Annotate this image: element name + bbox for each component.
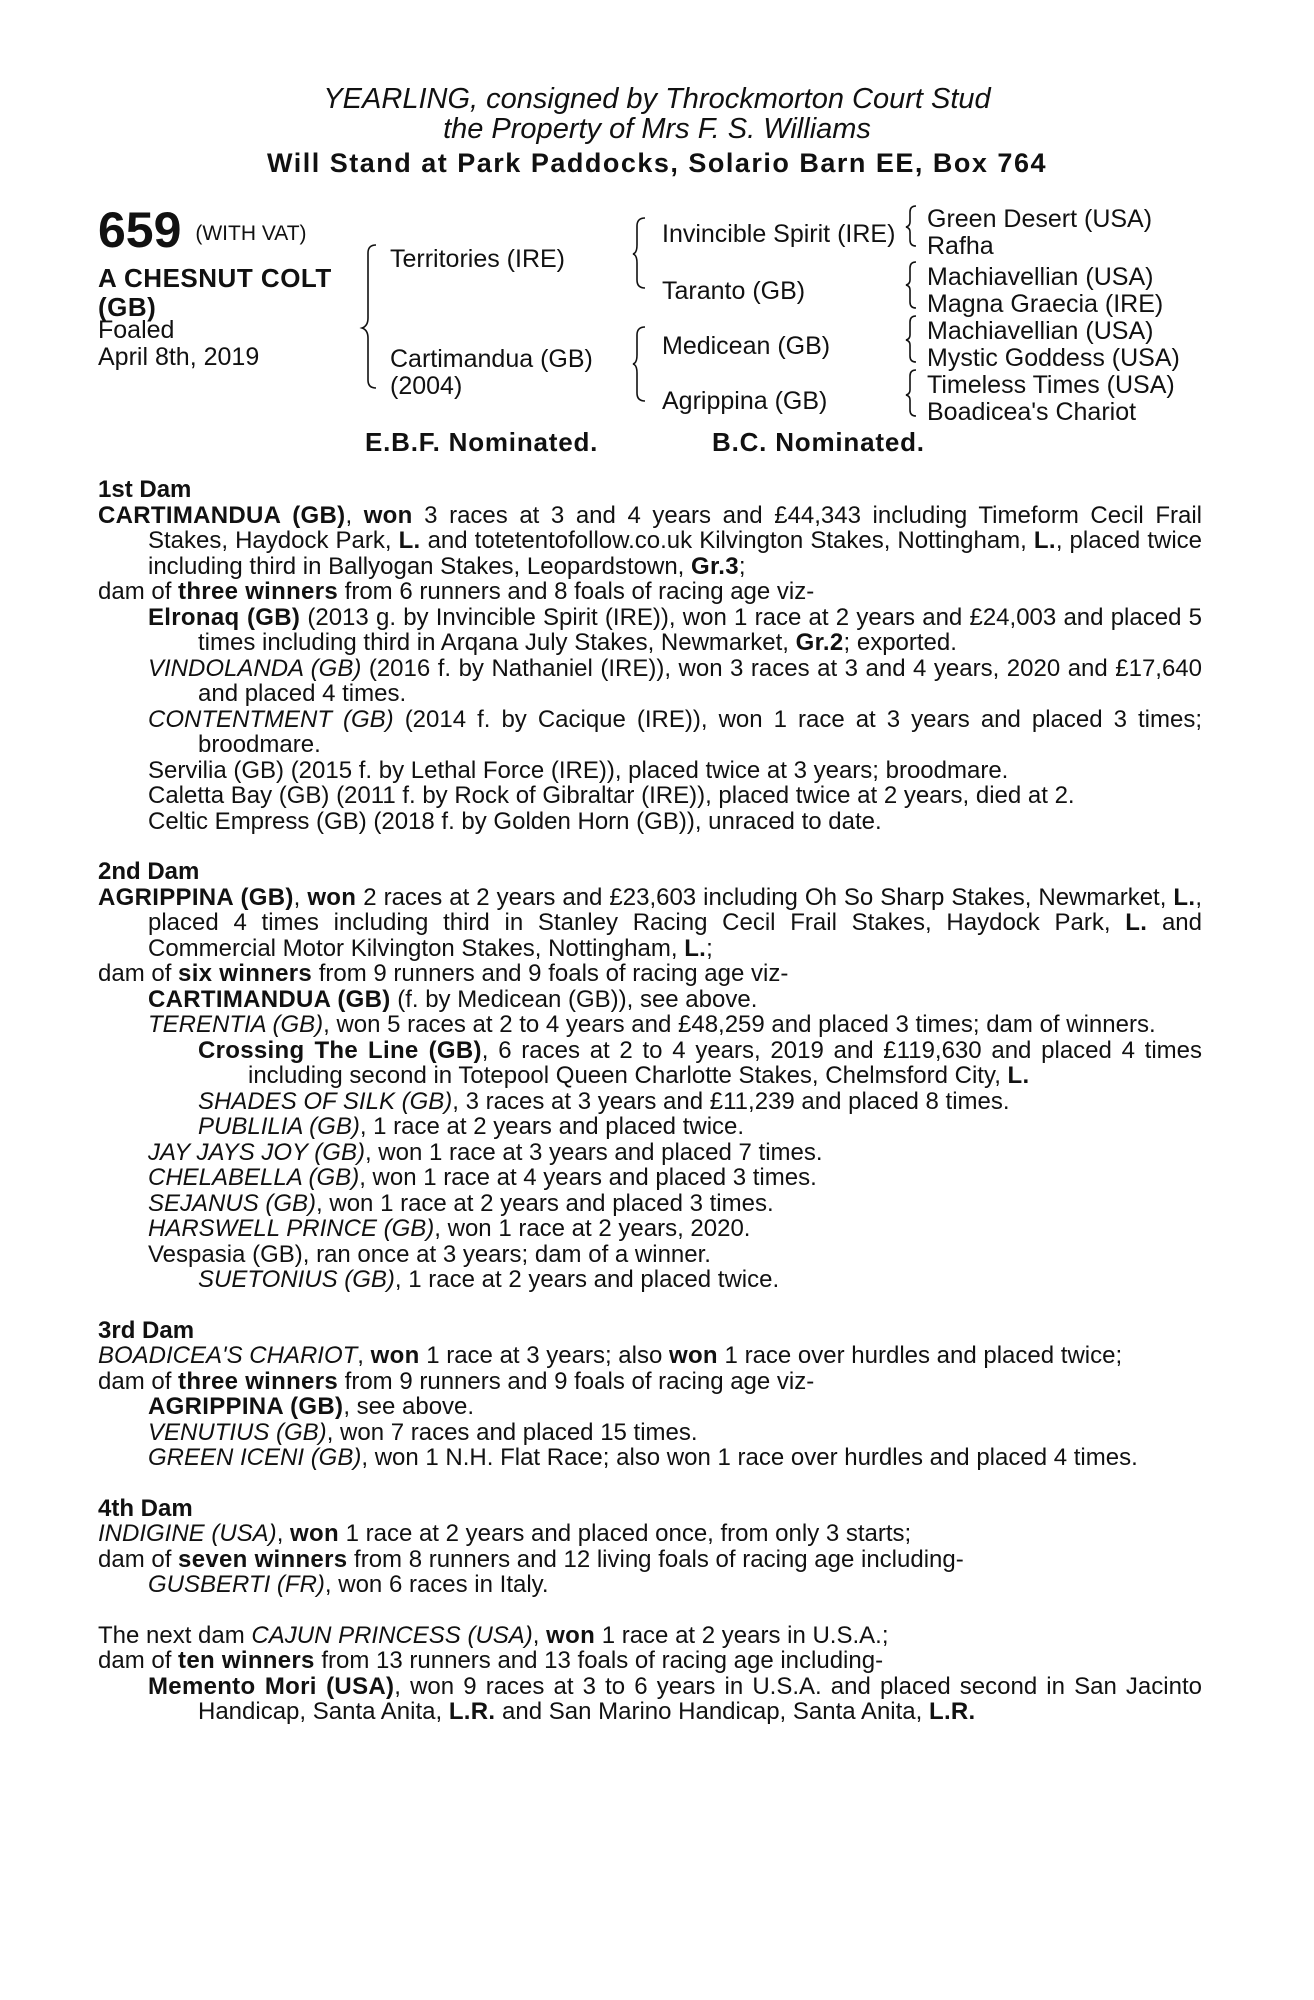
produce-item: Memento Mori (USA), won 9 races at 3 to 6 years in U.S.A. and placed second in San Jacinto Handicap, Santa Anita, L.R. and San Marino Handicap, Santa Anita, L.R.: [148, 1672, 1202, 1725]
pedigree-ddd: Boadicea's Chariot: [927, 398, 1137, 426]
pedigree-dam: Cartimandua (GB): [390, 345, 593, 373]
pedigree-dam-sire: Medicean (GB): [662, 332, 831, 360]
produce-item: Celtic Empress (GB) (2018 f. by Golden Horn (GB)), unraced to date.: [148, 807, 882, 835]
produce-item: AGRIPPINA (GB), see above.: [148, 1393, 475, 1420]
produce-item: GUSBERTI (FR), won 6 races in Italy.: [148, 1571, 549, 1598]
first-dam-record: CARTIMANDUA (GB), won 3 races at 3 and 4 years and £44,343 including Timeform Cecil Frail Stakes, Haydock Park, L. and totetentofollow.co.uk Kilvington Stakes, Nottingham, L., placed twice including third in Ballyogan Stakes, Leopardstown, Gr.3;: [98, 501, 1203, 580]
produce-item: GREEN ICENI (GB), won 1 N.H. Flat Race; also won 1 race over hurdles and placed 4 times.: [148, 1444, 1138, 1471]
bracket-gen2-top: [633, 218, 645, 288]
pedigree-sds: Machiavellian (USA): [927, 263, 1154, 291]
bracket-gen3-4: [906, 370, 916, 416]
produce-item: CONTENTMENT (GB) (2014 f. by Cacique (IRE)), won 1 race at 3 years and placed 3 times; broodmare.: [148, 705, 1203, 758]
pedigree-dsd: Mystic Goddess (USA): [927, 344, 1180, 372]
ebf-nominated: E.B.F. Nominated.: [365, 427, 599, 457]
bracket-gen1: [362, 245, 376, 388]
fourth-dam-heading: 4th Dam: [98, 1494, 193, 1522]
pedigree-ssd: Rafha: [927, 232, 994, 260]
second-dam-heading: 2nd Dam: [98, 858, 200, 885]
third-dam-record: BOADICEA'S CHARIOT, won 1 race at 3 years; also won 1 race over hurdles and placed twice;: [98, 1342, 1123, 1369]
produce-item: CARTIMANDUA (GB) (f. by Medicean (GB)), see above.: [148, 985, 758, 1013]
pedigree-sss: Green Desert (USA): [927, 205, 1153, 233]
bracket-gen3-2: [906, 262, 916, 308]
produce-item: VINDOLANDA (GB) (2016 f. by Nathaniel (IRE)), won 3 races at 3 and 4 years, 2020 and £17,640 and placed 4 times.: [148, 654, 1202, 707]
fourth-dam-record: INDIGINE (USA), won 1 race at 2 years and placed once, from only 3 starts;: [98, 1520, 912, 1547]
next-dam-produce-summary: dam of ten winners from 13 runners and 13 foals of racing age including-: [98, 1647, 884, 1674]
pedigree-dss: Machiavellian (USA): [927, 317, 1154, 345]
first-dam-produce-summary: dam of three winners from 6 runners and 8 foals of racing age viz-: [98, 578, 815, 605]
fourth-dam-produce-summary: dam of seven winners from 8 runners and 12 living foals of racing age including-: [98, 1545, 964, 1573]
header-location: Will Stand at Park Paddocks, Solario Barn EE, Box 764: [267, 148, 1047, 178]
first-dam-heading: 1st Dam: [98, 476, 192, 503]
bracket-gen2-bottom: [633, 327, 645, 401]
produce-item: VENUTIUS (GB), won 7 races and placed 15 times.: [148, 1418, 698, 1446]
grand-produce-item: PUBLILIA (GB), 1 race at 2 years and placed twice.: [198, 1113, 745, 1140]
lot-number: 659 (WITH VAT): [98, 202, 307, 258]
pedigree-sire-sire: Invincible Spirit (IRE): [662, 220, 896, 248]
grand-produce-item: SUETONIUS (GB), 1 race at 2 years and placed twice.: [198, 1266, 780, 1293]
third-dam-heading: 3rd Dam: [98, 1316, 195, 1344]
second-dam-record: AGRIPPINA (GB), won 2 races at 2 years and £23,603 including Oh So Sharp Stakes, Newmarket, L., placed 4 times including third in Stanley Racing Cecil Frail Stakes, Haydock Park, L. and Commercial Motor Kilvington Stakes, Nottingham, L.;: [98, 883, 1203, 962]
second-dam-produce-summary: dam of six winners from 9 runners and 9 foals of racing age viz-: [98, 960, 789, 987]
produce-item: Vespasia (GB), ran once at 3 years; dam of a winner.: [148, 1240, 711, 1268]
produce-item: CHELABELLA (GB), won 1 race at 4 years and placed 3 times.: [148, 1164, 817, 1191]
vat-note: (WITH VAT): [195, 221, 307, 245]
pedigree-sdd: Magna Graecia (IRE): [927, 290, 1164, 318]
produce-item: SEJANUS (GB), won 1 race at 2 years and placed 3 times.: [148, 1189, 774, 1217]
produce-item: HARSWELL PRINCE (GB), won 1 race at 2 years, 2020.: [148, 1215, 751, 1242]
bracket-gen3-3: [906, 316, 916, 362]
produce-item: Caletta Bay (GB) (2011 f. by Rock of Gibraltar (IRE)), placed twice at 2 years, died at 2.: [148, 782, 1075, 809]
produce-item: JAY JAYS JOY (GB), won 1 race at 3 years and placed 7 times.: [148, 1138, 823, 1166]
pedigree-dds: Timeless Times (USA): [927, 371, 1175, 399]
bracket-gen3-1: [906, 206, 916, 246]
bc-nominated: B.C. Nominated.: [712, 427, 925, 457]
pedigree-dam-dam: Agrippina (GB): [662, 387, 828, 415]
produce-item: TERENTIA (GB), won 5 races at 2 to 4 years and £48,259 and placed 3 times; dam of winners.: [148, 1011, 1156, 1038]
pedigree-dam-year: (2004): [390, 372, 463, 400]
catalogue-body: [98, 477, 1202, 1725]
pedigree-sire-dam: Taranto (GB): [662, 277, 806, 305]
produce-item: Elronaq (GB) (2013 g. by Invincible Spirit (IRE)), won 1 race at 2 years and £24,003 and placed 5 times including third in Arqana July Stakes, Newmarket, Gr.2; exported.: [148, 603, 1202, 656]
pedigree-sire: Territories (IRE): [390, 245, 566, 273]
foaled-date: Foaled April 8th, 2019: [98, 316, 260, 371]
lot-description: A CHESNUT COLT (GB): [98, 263, 332, 322]
produce-item: Servilia (GB) (2015 f. by Lethal Force (IRE)), placed twice at 3 years; broodmare.: [148, 756, 1009, 784]
next-dam-record: The next dam CAJUN PRINCESS (USA), won 1 race at 2 years in U.S.A.;: [98, 1621, 889, 1649]
header-property: the Property of Mrs F. S. Williams: [443, 113, 871, 145]
header-consignor: YEARLING, consigned by Throckmorton Court Stud: [323, 83, 991, 115]
grand-produce-item: Crossing The Line (GB), 6 races at 2 to 4 years, 2019 and £119,630 and placed 4 times including second in Totepool Queen Charlotte Stakes, Chelmsford City, L.: [198, 1036, 1203, 1089]
grand-produce-item: SHADES OF SILK (GB), 3 races at 3 years and £11,239 and placed 8 times.: [198, 1087, 1010, 1115]
third-dam-produce-summary: dam of three winners from 9 runners and 9 foals of racing age viz-: [98, 1367, 815, 1395]
